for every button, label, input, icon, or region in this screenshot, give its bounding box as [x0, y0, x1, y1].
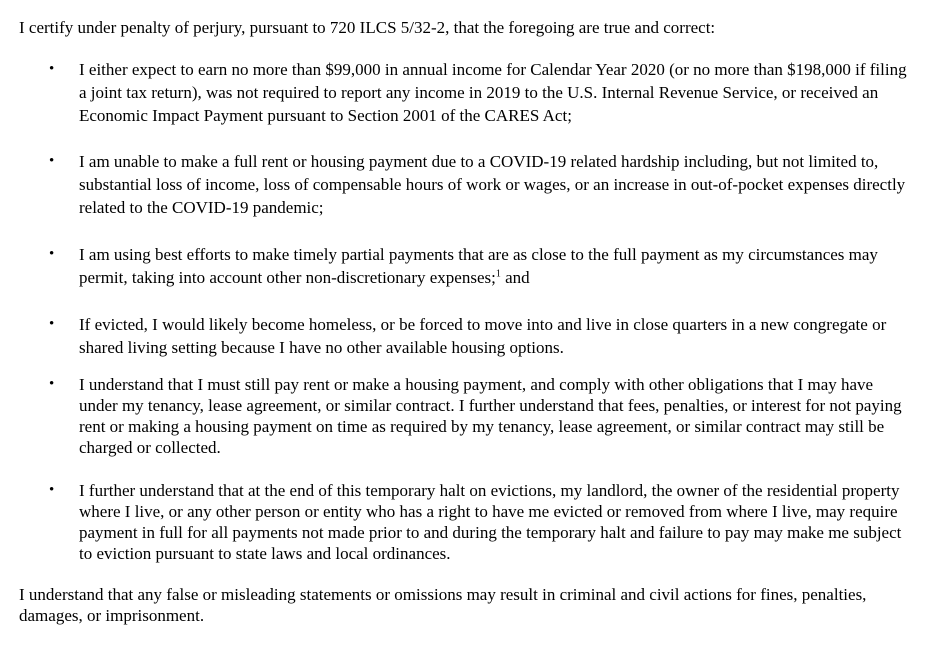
list-item: [19, 243, 912, 289]
bullet-icon: •: [49, 376, 55, 392]
bullet-icon: •: [49, 153, 55, 169]
footnote-marker: 1: [495, 268, 501, 280]
list-item-text: I either expect to earn no more than $99,000 in annual income for Calendar Year 2020 (or no more than $198,000 if filing a joint tax return), was not required to report any income in 2019 to the U.S. Internal Revenue Service, or received an Economic Impact Payment pursuant to Section 2001 of the CARES Act;: [79, 60, 907, 125]
list-item: [19, 313, 912, 359]
list-item-text: I further understand that at the end of this temporary halt on evictions, my landlord, the owner of the residential property where I live, or any other person or entity who has a right to have me evicted or removed from where I live, may require payment in full for all payments not made prior to and during the temporary halt and failure to pay may make me subject to eviction pursuant to state laws and local ordinances.: [79, 481, 902, 563]
bullet-icon: •: [49, 61, 55, 77]
list-item: [19, 150, 912, 219]
certification-list: [19, 58, 912, 564]
list-item: [19, 480, 912, 564]
list-item-text: I understand that I must still pay rent or make a housing payment, and comply with other obligations that I may have under my tenancy, lease agreement, or similar contract. I further understand that fees, penalties, or interest for not paying rent or making a housing payment on time as required by my tenancy, lease agreement, or similar contract may still be charged or collected.: [79, 375, 902, 457]
list-item-text: I am unable to make a full rent or housing payment due to a COVID-19 related hardship including, but not limited to, substantial loss of income, loss of compensable hours of work or wages, or an increase in out-of-pocket expenses directly related to the COVID-19 pandemic;: [79, 152, 906, 217]
bullet-icon: •: [49, 316, 55, 332]
list-item: [19, 374, 912, 458]
list-item-text-after: and: [500, 268, 530, 287]
certification-intro: I certify under penalty of perjury, pursuant to 720 ILCS 5/32-2, that the foregoing are true and correct:: [19, 18, 716, 37]
bullet-icon: •: [49, 246, 55, 262]
list-item-text: If evicted, I would likely become homeless, or be forced to move into and live in close quarters in a new congregate or shared living setting because I have no other available housing options.: [79, 315, 887, 357]
bullet-icon: •: [49, 482, 55, 498]
list-item: [19, 58, 912, 127]
closing-statement: I understand that any false or misleading statements or omissions may result in criminal and civil actions for fines, penalties, damages, or imprisonment.: [19, 585, 867, 625]
list-item-text: I am using best efforts to make timely partial payments that are as close to the full payment as my circumstances may permit, taking into account other non-discretionary expenses;: [79, 245, 878, 287]
